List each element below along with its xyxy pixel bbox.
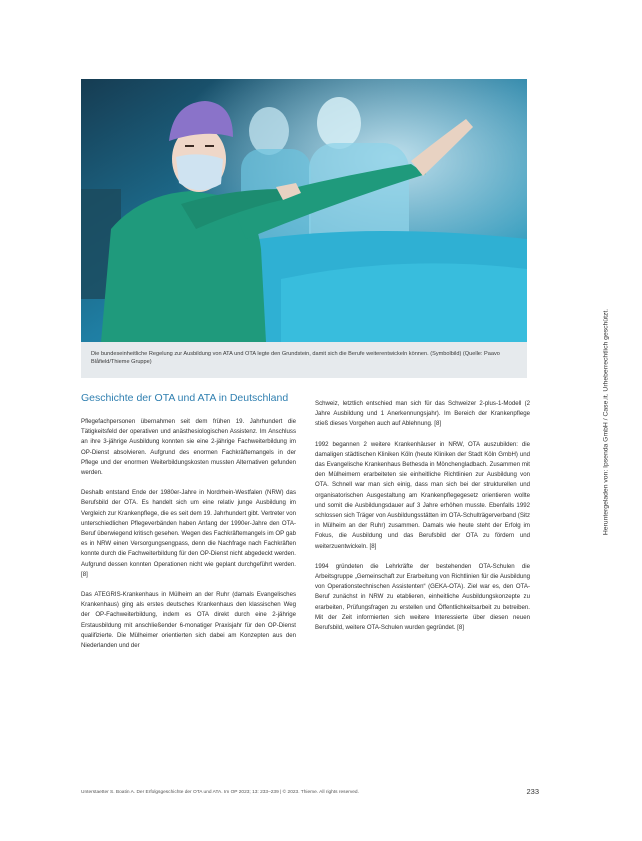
left-column — [81, 392, 296, 661]
download-notice-text: Heruntergeladen von: Ipsenda GmbH / Case.it. Urheberrechtlich geschützt. — [602, 308, 610, 536]
article-photo — [81, 79, 527, 342]
section-heading: Geschichte der OTA und ATA in Deutschland — [81, 392, 289, 404]
paragraph: Deshalb entstand Ende der 1980er-Jahre in Nordrhein-Westfalen (NRW) das Berufsbild der OTA. Es handelt sich um eine relativ junge Ausbildung im Vergleich zur Krankenpflege, die es seit dem 19. Jahrhundert gibt. Vertreter von unterschiedlichen Pflegeverbänden haben Anfang der 1990er-Jahre den OTA-Beruf überwiegend kritisch gesehen. Wegen des Fachkräftemangels im OP gab es in NRW einen Versorgungsengpass, denn die Nachfrage nach Fachkräften konnte durch die Fachweiterbildung für den OP-Dienst nicht abgedeckt werden. Aufgrund dessen konnten Operationen nicht wie geplant durchgeführt werden. [8] — [81, 489, 296, 578]
download-notice — [600, 282, 612, 562]
paragraph: Schweiz, letztlich entschied man sich für das Schweizer 2-plus-1-Modell (2 Jahre Ausbildung und 1 Anerkennungsjahr). Im Bereich der Krankenpflege stieß dieses Vorgehen auch auf Ablehnung. [8] — [315, 400, 530, 428]
paragraph: 1992 begannen 2 weitere Krankenhäuser in NRW, OTA auszubilden: die damaligen städtischen Kliniken Köln (heute Kliniken der Stadt Köln GmbH) und das Evangelische Krankenhaus Bethesda in Mönchengladbach. Zusammen mit den Mülheimern erarbeiteten sie einheitliche Richtlinien zur Ausbildung von OTA. Schnell war man sich einig, dass man sich bei der strukturellen und organisatorischen Ausgestaltung am Krankenpflegegesetz orientieren wollte und somit die Ausbildungsdauer auf 3 Jahre erhöhen musste. Ebenfalls 1992 schlossen sich Träger von Ausbildungsstätten im OTA-Schulträgerverband (Sitz in Mülheim an der Ruhr) zusammen. Damals wie heute steht der Erfolg im Fokus, die Ausbildung und das Berufsbild der OTA zu fördern und weiterzuentwickeln. [8] — [315, 440, 530, 550]
page-footer — [81, 787, 539, 799]
footer-citation: Unterstaetter S. Boatin A. Der Erfolgsgeschichte der OTA und ATA. Im OP 2023; 13: 233–239 | © 2023. Thieme. All rights reserved. — [81, 790, 359, 795]
paragraph: Das ATEGRIS-Krankenhaus in Mülheim an der Ruhr (damals Evangelisches Krankenhaus) ging als erstes deutsches Krankenhaus den klassischen Weg der OP-Fachweiterbildung, indem es OTA direkt durch eine 2-jährige Erstausbildung mit anschließender 6-monatiger Praxisjahr für den OP-Dienst qualifizierte. Die Mülheimer orientierten sich dabei am Konzepten aus den Niederlanden und der — [81, 591, 296, 650]
surgeon-illustration — [81, 79, 527, 342]
page-number: 233 — [526, 787, 539, 796]
paragraph: 1994 gründeten die Lehrkräfte der bestehenden OTA-Schulen die Arbeitsgruppe „Gemeinschaft zur Erarbeitung von Richtlinien für die Ausbildung von Operationstechnischen Assistenten“ (GEKA-OTA). Ziel war es, den OTA-Beruf zunächst in NRW zu etablieren, einheitliche Ausbildungskonzepte zu erarbeiten, Prüfungsfragen zu erstellen und Öffentlichkeitsarbeit zu betreiben. Mit der Zeit informierten sich weitere Interessierte über diesen neuen Berufsbild, weitere OTA-Schulen wurden gegründet. [8] — [315, 562, 530, 632]
figure-caption — [81, 342, 527, 378]
paragraph: Pflegefachpersonen übernahmen seit dem frühen 19. Jahrhundert die Tätigkeitsfeld der operativen und anästhesiologischen Assistenz. Im Anschluss an ihre 3-jährige Ausbildung konnten sie eine 2-jährige Fachweiterbildung im OP-Dienst absolvieren. Aufgrund des enormen Fachkräftemangels in der Pflege und der enormen Weiterbildungskosten mussten Alternativen gefunden werden. — [81, 418, 296, 477]
right-column — [315, 399, 530, 643]
caption-text: Die bundeseinheitliche Regelung zur Ausbildung von ATA und OTA legte den Grundstein, damit sich die Berufe weiterentwickeln können. (Symbolbild) (Quelle: Paavo Blåfield/Thieme Gruppe) — [91, 351, 500, 365]
